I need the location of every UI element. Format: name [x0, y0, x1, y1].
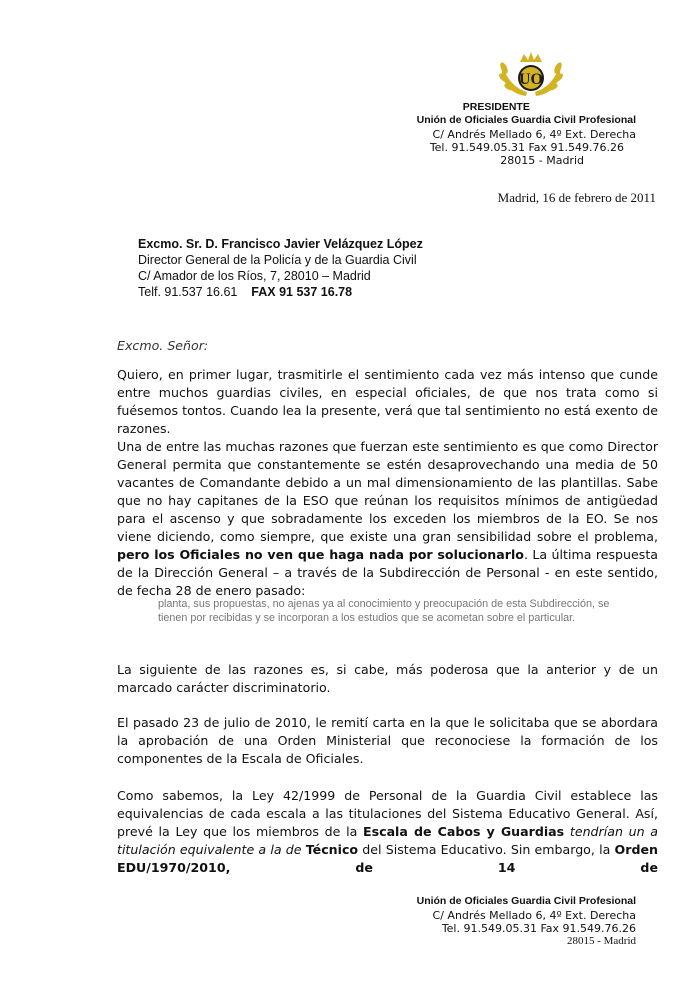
- paragraph-2-emphasis: pero los Oficiales no ven que haga nada por solucionarlo: [117, 547, 524, 562]
- recipient-title: Director General de la Policía y de la Guardia Civil: [138, 253, 417, 267]
- letterhead-phone: Tel. 91.549.05.31 Fax 91.549.76.26: [429, 141, 624, 154]
- paragraph-2: [117, 438, 658, 600]
- recipient-name: Excmo. Sr. D. Francisco Javier Velázquez López: [138, 237, 423, 251]
- letter-date: Madrid, 16 de febrero de 2011: [497, 190, 656, 205]
- paragraph-1: Quiero, en primer lugar, trasmitirle el sentimiento cada vez más intenso que cunde entre muchos guardias civiles, en especial oficiales, de que nos trata como si fuésemos tontos. Cuando lea la presente, verá que tal sentimiento no está exento de razones.: [117, 367, 658, 436]
- letterhead-org: Unión de Oficiales Guardia Civil Profesional: [416, 114, 636, 126]
- paragraph-5-bold-tecnico: Técnico: [305, 842, 359, 857]
- paragraph-5: [117, 787, 658, 877]
- paragraph-5-bold-scale: Escala de Cabos y Guardias: [363, 824, 565, 839]
- quoted-response: planta, sus propuestas, no ajenas ya al conocimiento y preocupación de esta Subdirección, se tienen por recibidas y se incorporan a los estudios que se acometan sobre el particular.: [158, 598, 610, 624]
- recipient-address: C/ Amador de los Ríos, 7, 28010 – Madrid: [138, 269, 371, 283]
- letterhead-title: PRESIDENTE: [462, 101, 530, 113]
- paragraph-5-bold-orden: Orden EDU/1970/2010, de 14 de: [117, 842, 658, 875]
- svg-text:UO: UO: [519, 71, 543, 88]
- recipient-contact: [138, 284, 423, 300]
- paragraph-3: La siguiente de las razones es, si cabe, más poderosa que la anterior y de un marcado carácter discriminatorio.: [117, 662, 658, 695]
- footer-city: 28015 - Madrid: [566, 935, 636, 947]
- footer-phone: Tel. 91.549.05.31 Fax 91.549.76.26: [441, 922, 636, 935]
- recipient-tel: Telf. 91.537 16.61: [138, 285, 238, 299]
- recipient-block: [138, 236, 423, 300]
- footer-address: C/ Andrés Mellado 6, 4º Ext. Derecha: [432, 909, 636, 922]
- paragraph-5-italic: tendrían un a titulación equivalente a la de: [117, 824, 658, 857]
- paragraph-4: El pasado 23 de julio de 2010, le remití carta en la que le solicitaba que se abordara la aprobación de una Orden Ministerial que reconociese la formación de los componentes de la Escala de Oficiales.: [117, 715, 658, 766]
- paragraph-2-text-c: . La última respuesta de la Dirección General – a través de la Subdirección de Personal - en este sentido, de fecha 28 de enero pasado:: [117, 547, 658, 598]
- crown: [520, 52, 542, 62]
- recipient-fax: FAX 91 537 16.78: [251, 285, 353, 299]
- uo-logo: [496, 50, 566, 102]
- letterhead-city: 28015 - Madrid: [500, 154, 584, 167]
- letterhead: [417, 101, 636, 167]
- paragraph-2-text-a: Una de entre las muchas razones que fuerzan este sentimiento es que como Director General permita que constantemente se estén desaprovechando una media de 50 vacantes de Comandante debido a un mal dimensionamiento de las plantillas. Sabe que no hay capitanes de la ESO que reúnan los requisitos mínimos de antigüedad para el ascenso y que sobradamente los exceden los miembros de la EO. Se nos viene diciendo, como siempre, que existe una gran sensibilidad sobre el problema,: [117, 439, 658, 544]
- footer: [417, 895, 636, 948]
- paragraph-5-text-a: Como sabemos, la Ley 42/1999 de Personal de la Guardia Civil establece las equivalencias de cada escala a las titulaciones del Sistema Educativo General. Así, prevé la Ley que los miembros de la: [117, 788, 658, 839]
- salutation: Excmo. Señor:: [117, 338, 209, 353]
- letterhead-address: C/ Andrés Mellado 6, 4º Ext. Derecha: [432, 128, 636, 141]
- paragraph-5-text-e: del Sistema Educativo. Sin embargo, la: [362, 842, 611, 857]
- footer-org: Unión de Oficiales Guardia Civil Profesional: [416, 895, 636, 907]
